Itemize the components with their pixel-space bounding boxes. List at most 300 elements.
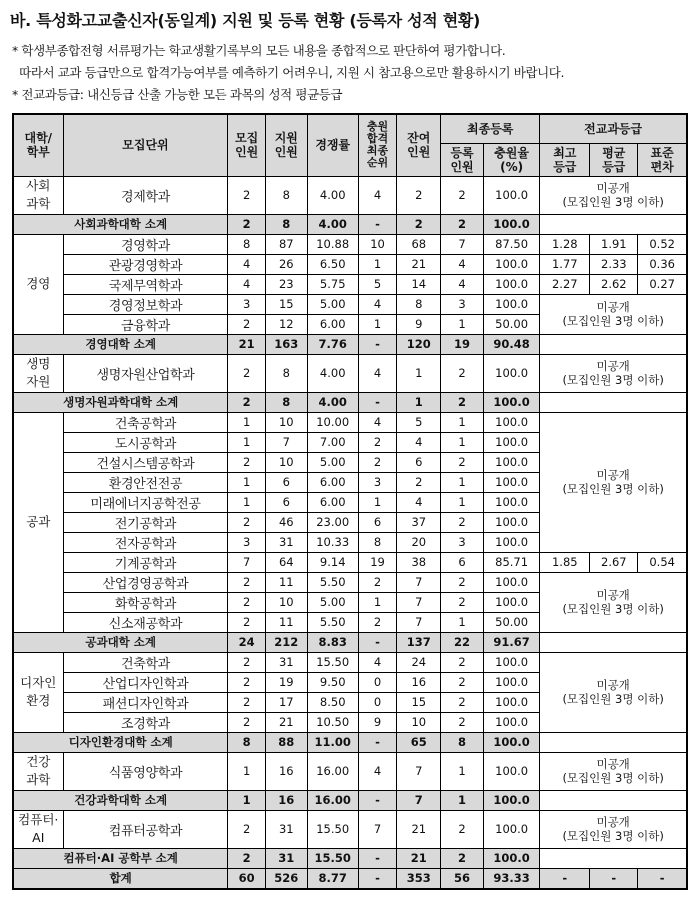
remaining-cell: 6: [397, 452, 441, 472]
subtotal-label: 건강과학대학 소계: [13, 790, 228, 810]
quota-cell: 2: [228, 354, 266, 392]
subtotal-registered-cell: 2: [441, 848, 484, 868]
subtotal-registered-cell: 1: [441, 790, 484, 810]
remaining-cell: 2: [397, 472, 441, 492]
applicants-cell: 31: [265, 810, 307, 848]
waitlist-cell: 9: [358, 712, 397, 732]
undisclosed-cell: 미공개 (모집인원 3명 이하): [540, 752, 687, 790]
applicants-cell: 26: [265, 254, 307, 274]
table-row: [13, 176, 687, 214]
remaining-cell: 7: [397, 612, 441, 632]
subtotal-rate-cell: 100.0: [483, 732, 539, 752]
unit-cell: 관광경영학과: [63, 254, 228, 274]
registered-cell: 2: [441, 354, 484, 392]
registered-cell: 2: [441, 692, 484, 712]
table-row: [13, 552, 687, 572]
competition-cell: 5.75: [307, 274, 358, 294]
unit-cell: 건설시스템공학과: [63, 452, 228, 472]
applicants-cell: 6: [265, 492, 307, 512]
applicants-cell: 19: [265, 672, 307, 692]
rate-cell: 50.00: [483, 314, 539, 334]
waitlist-cell: 10: [358, 234, 397, 254]
registered-cell: 1: [441, 612, 484, 632]
applicants-cell: 11: [265, 572, 307, 592]
header-competition: 경쟁률: [307, 114, 358, 176]
registered-cell: 2: [441, 176, 484, 214]
quota-cell: 2: [228, 452, 266, 472]
undisclosed-cell: 미공개 (모집인원 3명 이하): [540, 176, 687, 214]
waitlist-cell: 2: [358, 612, 397, 632]
subtotal-applicants-cell: 16: [265, 790, 307, 810]
waitlist-cell: 1: [358, 314, 397, 334]
unit-cell: 컴퓨터공학과: [63, 810, 228, 848]
applicants-cell: 64: [265, 552, 307, 572]
unit-cell: 국제무역학과: [63, 274, 228, 294]
total-remaining-cell: 353: [397, 868, 441, 889]
applicants-cell: 11: [265, 612, 307, 632]
gavg-cell: 2.62: [590, 274, 638, 294]
total-gsd-cell: -: [638, 868, 687, 889]
subtotal-rate-cell: 100.0: [483, 392, 539, 412]
registered-cell: 1: [441, 432, 484, 452]
quota-cell: 2: [228, 592, 266, 612]
remaining-cell: 38: [397, 552, 441, 572]
waitlist-cell: 4: [358, 412, 397, 432]
unit-cell: 경영정보학과: [63, 294, 228, 314]
subtotal-applicants-cell: 212: [265, 632, 307, 652]
subtotal-remaining-cell: 2: [397, 214, 441, 234]
gavg-cell: 1.91: [590, 234, 638, 254]
registered-cell: 4: [441, 274, 484, 294]
unit-cell: 건축학과: [63, 652, 228, 672]
quota-cell: 8: [228, 234, 266, 254]
subtotal-row: [13, 790, 687, 810]
gsd-cell: 0.36: [638, 254, 687, 274]
remaining-cell: 1: [397, 354, 441, 392]
competition-cell: 10.33: [307, 532, 358, 552]
subtotal-waitlist-cell: -: [358, 790, 397, 810]
remaining-cell: 68: [397, 234, 441, 254]
competition-cell: 5.00: [307, 592, 358, 612]
competition-cell: 8.50: [307, 692, 358, 712]
unit-cell: 산업경영공학과: [63, 572, 228, 592]
registered-cell: 1: [441, 314, 484, 334]
quota-cell: 2: [228, 612, 266, 632]
subtotal-applicants-cell: 8: [265, 392, 307, 412]
unit-cell: 산업디자인학과: [63, 672, 228, 692]
subtotal-competition-cell: 7.76: [307, 334, 358, 354]
competition-cell: 15.50: [307, 652, 358, 672]
applicants-cell: 31: [265, 652, 307, 672]
applicants-cell: 15: [265, 294, 307, 314]
quota-cell: 1: [228, 472, 266, 492]
header-grade-avg: 평균 등급: [590, 143, 638, 176]
registered-cell: 2: [441, 452, 484, 472]
competition-cell: 5.50: [307, 572, 358, 592]
registered-cell: 2: [441, 672, 484, 692]
note-line: * 전교과등급: 내신등급 산출 가능한 모든 과목의 성적 평균등급: [12, 87, 343, 102]
unit-cell: 도시공학과: [63, 432, 228, 452]
page-title: 바. 특성화고교출신자(동일계) 지원 및 등록 현황 (등록자 성적 현황): [10, 11, 481, 30]
total-row: [13, 868, 687, 889]
subtotal-rate-cell: 100.0: [483, 848, 539, 868]
waitlist-cell: 4: [358, 294, 397, 314]
total-label: 합계: [13, 868, 228, 889]
applicants-cell: 87: [265, 234, 307, 254]
waitlist-cell: 8: [358, 532, 397, 552]
gmax-cell: 1.77: [540, 254, 590, 274]
applicants-cell: 16: [265, 752, 307, 790]
rate-cell: 100.0: [483, 692, 539, 712]
competition-cell: 5.00: [307, 294, 358, 314]
registered-cell: 1: [441, 472, 484, 492]
waitlist-cell: 2: [358, 452, 397, 472]
subtotal-grade-empty: [540, 848, 687, 868]
competition-cell: 7.00: [307, 432, 358, 452]
total-rate-cell: 93.33: [483, 868, 539, 889]
subtotal-grade-empty: [540, 392, 687, 412]
waitlist-cell: 0: [358, 692, 397, 712]
registered-cell: 1: [441, 492, 484, 512]
table-row: [13, 234, 687, 254]
unit-cell: 기계공학과: [63, 552, 228, 572]
quota-cell: 2: [228, 712, 266, 732]
rate-cell: 100.0: [483, 432, 539, 452]
unit-cell: 금융학과: [63, 314, 228, 334]
quota-cell: 4: [228, 274, 266, 294]
rate-cell: 100.0: [483, 810, 539, 848]
subtotal-rate-cell: 100.0: [483, 790, 539, 810]
quota-cell: 2: [228, 176, 266, 214]
rate-cell: 100.0: [483, 472, 539, 492]
subtotal-quota-cell: 2: [228, 848, 266, 868]
quota-cell: 2: [228, 652, 266, 672]
table-row: [13, 652, 687, 672]
applicants-cell: 31: [265, 532, 307, 552]
remaining-cell: 24: [397, 652, 441, 672]
subtotal-competition-cell: 16.00: [307, 790, 358, 810]
undisclosed-cell: 미공개 (모집인원 3명 이하): [540, 572, 687, 632]
rate-cell: 100.0: [483, 274, 539, 294]
applicants-cell: 10: [265, 452, 307, 472]
subtotal-registered-cell: 22: [441, 632, 484, 652]
college-cell: 건강 과학: [13, 752, 63, 790]
quota-cell: 4: [228, 254, 266, 274]
subtotal-row: [13, 214, 687, 234]
subtotal-competition-cell: 4.00: [307, 392, 358, 412]
applicants-cell: 12: [265, 314, 307, 334]
table-row: [13, 752, 687, 790]
applicants-cell: 8: [265, 176, 307, 214]
unit-cell: 전자공학과: [63, 532, 228, 552]
subtotal-waitlist-cell: -: [358, 848, 397, 868]
remaining-cell: 14: [397, 274, 441, 294]
gmax-cell: 2.27: [540, 274, 590, 294]
table-row: [13, 254, 687, 274]
remaining-cell: 10: [397, 712, 441, 732]
competition-cell: 5.00: [307, 452, 358, 472]
quota-cell: 1: [228, 432, 266, 452]
subtotal-row: [13, 848, 687, 868]
remaining-cell: 8: [397, 294, 441, 314]
undisclosed-cell: 미공개 (모집인원 3명 이하): [540, 810, 687, 848]
unit-cell: 경제학과: [63, 176, 228, 214]
subtotal-grade-empty: [540, 632, 687, 652]
remaining-cell: 5: [397, 412, 441, 432]
registered-cell: 3: [441, 294, 484, 314]
quota-cell: 3: [228, 532, 266, 552]
subtotal-competition-cell: 15.50: [307, 848, 358, 868]
rate-cell: 100.0: [483, 712, 539, 732]
waitlist-cell: 5: [358, 274, 397, 294]
header-reg-count: 등록 인원: [441, 143, 484, 176]
subtotal-row: [13, 632, 687, 652]
competition-cell: 15.50: [307, 810, 358, 848]
quota-cell: 1: [228, 412, 266, 432]
total-competition-cell: 8.77: [307, 868, 358, 889]
competition-cell: 6.50: [307, 254, 358, 274]
table-row: [13, 810, 687, 848]
quota-cell: 1: [228, 752, 266, 790]
waitlist-cell: 4: [358, 752, 397, 790]
subtotal-grade-empty: [540, 732, 687, 752]
quota-cell: 2: [228, 692, 266, 712]
unit-cell: 미래에너지공학전공: [63, 492, 228, 512]
header-grade-max: 최고 등급: [540, 143, 590, 176]
subtotal-applicants-cell: 163: [265, 334, 307, 354]
subtotal-row: [13, 732, 687, 752]
subtotal-waitlist-cell: -: [358, 632, 397, 652]
subtotal-label: 생명자원과학대학 소계: [13, 392, 228, 412]
remaining-cell: 15: [397, 692, 441, 712]
quota-cell: 1: [228, 492, 266, 512]
college-cell: 컴퓨터· AI: [13, 810, 63, 848]
undisclosed-cell: 미공개 (모집인원 3명 이하): [540, 294, 687, 334]
waitlist-cell: 4: [358, 354, 397, 392]
subtotal-remaining-cell: 7: [397, 790, 441, 810]
subtotal-label: 컴퓨터·AI 공학부 소계: [13, 848, 228, 868]
admission-stats-table: [12, 113, 688, 890]
subtotal-rate-cell: 90.48: [483, 334, 539, 354]
total-registered-cell: 56: [441, 868, 484, 889]
competition-cell: 6.00: [307, 314, 358, 334]
gsd-cell: 0.54: [638, 552, 687, 572]
subtotal-competition-cell: 11.00: [307, 732, 358, 752]
table-row: [13, 412, 687, 432]
table-row: [13, 572, 687, 592]
competition-cell: 10.88: [307, 234, 358, 254]
rate-cell: 50.00: [483, 612, 539, 632]
waitlist-cell: 0: [358, 672, 397, 692]
unit-cell: 전기공학과: [63, 512, 228, 532]
remaining-cell: 21: [397, 810, 441, 848]
waitlist-cell: 3: [358, 472, 397, 492]
subtotal-registered-cell: 2: [441, 392, 484, 412]
unit-cell: 환경안전전공: [63, 472, 228, 492]
unit-cell: 화학공학과: [63, 592, 228, 612]
subtotal-row: [13, 392, 687, 412]
undisclosed-cell: 미공개 (모집인원 3명 이하): [540, 354, 687, 392]
subtotal-applicants-cell: 88: [265, 732, 307, 752]
waitlist-cell: 6: [358, 512, 397, 532]
header-waitlist: 충원 합격 최종 순위: [358, 114, 397, 176]
competition-cell: 5.50: [307, 612, 358, 632]
waitlist-cell: 1: [358, 254, 397, 274]
remaining-cell: 7: [397, 572, 441, 592]
header-remaining: 잔여 인원: [397, 114, 441, 176]
subtotal-rate-cell: 100.0: [483, 214, 539, 234]
quota-cell: 2: [228, 314, 266, 334]
rate-cell: 100.0: [483, 492, 539, 512]
subtotal-waitlist-cell: -: [358, 334, 397, 354]
subtotal-label: 디자인환경대학 소계: [13, 732, 228, 752]
rate-cell: 100.0: [483, 254, 539, 274]
registered-cell: 3: [441, 532, 484, 552]
competition-cell: 23.00: [307, 512, 358, 532]
registered-cell: 2: [441, 652, 484, 672]
subtotal-label: 공과대학 소계: [13, 632, 228, 652]
gavg-cell: 2.67: [590, 552, 638, 572]
subtotal-rate-cell: 91.67: [483, 632, 539, 652]
remaining-cell: 7: [397, 592, 441, 612]
applicants-cell: 23: [265, 274, 307, 294]
subtotal-waitlist-cell: -: [358, 214, 397, 234]
quota-cell: 2: [228, 512, 266, 532]
competition-cell: 10.50: [307, 712, 358, 732]
gsd-cell: 0.52: [638, 234, 687, 254]
waitlist-cell: 4: [358, 652, 397, 672]
registered-cell: 2: [441, 572, 484, 592]
rate-cell: 100.0: [483, 572, 539, 592]
remaining-cell: 4: [397, 492, 441, 512]
college-cell: 공과: [13, 412, 63, 632]
registered-cell: 2: [441, 712, 484, 732]
note-line: 따라서 교과 등급만으로 합격가능여부를 예측하기 어려우니, 지원 시 참고용으로만 활용하시기 바랍니다.: [12, 65, 565, 80]
quota-cell: 3: [228, 294, 266, 314]
subtotal-registered-cell: 19: [441, 334, 484, 354]
applicants-cell: 46: [265, 512, 307, 532]
gavg-cell: 2.33: [590, 254, 638, 274]
remaining-cell: 9: [397, 314, 441, 334]
quota-cell: 2: [228, 810, 266, 848]
remaining-cell: 2: [397, 176, 441, 214]
total-waitlist-cell: -: [358, 868, 397, 889]
remaining-cell: 37: [397, 512, 441, 532]
unit-cell: 조경학과: [63, 712, 228, 732]
registered-cell: 2: [441, 512, 484, 532]
college-cell: 생명 자원: [13, 354, 63, 392]
header-applicants: 지원 인원: [265, 114, 307, 176]
waitlist-cell: 2: [358, 432, 397, 452]
header-quota: 모집 인원: [228, 114, 266, 176]
competition-cell: 6.00: [307, 492, 358, 512]
undisclosed-cell: 미공개 (모집인원 3명 이하): [540, 652, 687, 732]
competition-cell: 4.00: [307, 354, 358, 392]
remaining-cell: 4: [397, 432, 441, 452]
total-applicants-cell: 526: [265, 868, 307, 889]
subtotal-quota-cell: 24: [228, 632, 266, 652]
unit-cell: 건축공학과: [63, 412, 228, 432]
rate-cell: 87.50: [483, 234, 539, 254]
subtotal-quota-cell: 8: [228, 732, 266, 752]
unit-cell: 신소재공학과: [63, 612, 228, 632]
competition-cell: 10.00: [307, 412, 358, 432]
subtotal-grade-empty: [540, 790, 687, 810]
header-final-registration: 최종등록: [441, 114, 540, 143]
registered-cell: 4: [441, 254, 484, 274]
subtotal-remaining-cell: 65: [397, 732, 441, 752]
applicants-cell: 7: [265, 432, 307, 452]
registered-cell: 6: [441, 552, 484, 572]
subtotal-waitlist-cell: -: [358, 392, 397, 412]
subtotal-label: 경영대학 소계: [13, 334, 228, 354]
header-grade-sd: 표준 편차: [638, 143, 687, 176]
rate-cell: 100.0: [483, 354, 539, 392]
college-cell: 디자인 환경: [13, 652, 63, 732]
subtotal-waitlist-cell: -: [358, 732, 397, 752]
subtotal-applicants-cell: 8: [265, 214, 307, 234]
total-gavg-cell: -: [590, 868, 638, 889]
quota-cell: 2: [228, 672, 266, 692]
registered-cell: 2: [441, 592, 484, 612]
unit-cell: 식품영양학과: [63, 752, 228, 790]
unit-cell: 패션디자인학과: [63, 692, 228, 712]
rate-cell: 100.0: [483, 412, 539, 432]
rate-cell: 100.0: [483, 176, 539, 214]
registered-cell: 7: [441, 234, 484, 254]
gmax-cell: 1.85: [540, 552, 590, 572]
registered-cell: 1: [441, 752, 484, 790]
applicants-cell: 17: [265, 692, 307, 712]
rate-cell: 100.0: [483, 532, 539, 552]
subtotal-registered-cell: 8: [441, 732, 484, 752]
subtotal-quota-cell: 2: [228, 392, 266, 412]
rate-cell: 100.0: [483, 752, 539, 790]
subtotal-quota-cell: 1: [228, 790, 266, 810]
header-unit: 모집단위: [63, 114, 228, 176]
subtotal-quota-cell: 2: [228, 214, 266, 234]
gmax-cell: 1.28: [540, 234, 590, 254]
competition-cell: 6.00: [307, 472, 358, 492]
table-row: [13, 354, 687, 392]
remaining-cell: 16: [397, 672, 441, 692]
subtotal-row: [13, 334, 687, 354]
subtotal-label: 사회과학대학 소계: [13, 214, 228, 234]
unit-cell: 생명자원산업학과: [63, 354, 228, 392]
waitlist-cell: 1: [358, 492, 397, 512]
subtotal-remaining-cell: 1: [397, 392, 441, 412]
gsd-cell: 0.27: [638, 274, 687, 294]
subtotal-applicants-cell: 31: [265, 848, 307, 868]
competition-cell: 9.14: [307, 552, 358, 572]
subtotal-quota-cell: 21: [228, 334, 266, 354]
applicants-cell: 6: [265, 472, 307, 492]
competition-cell: 16.00: [307, 752, 358, 790]
competition-cell: 4.00: [307, 176, 358, 214]
registered-cell: 1: [441, 412, 484, 432]
subtotal-competition-cell: 4.00: [307, 214, 358, 234]
remaining-cell: 21: [397, 254, 441, 274]
waitlist-cell: 2: [358, 572, 397, 592]
unit-cell: 경영학과: [63, 234, 228, 254]
subtotal-competition-cell: 8.83: [307, 632, 358, 652]
remaining-cell: 7: [397, 752, 441, 790]
table-row: [13, 274, 687, 294]
registered-cell: 2: [441, 810, 484, 848]
subtotal-remaining-cell: 120: [397, 334, 441, 354]
header-fill-rate: 충원율 (%): [483, 143, 539, 176]
subtotal-remaining-cell: 137: [397, 632, 441, 652]
